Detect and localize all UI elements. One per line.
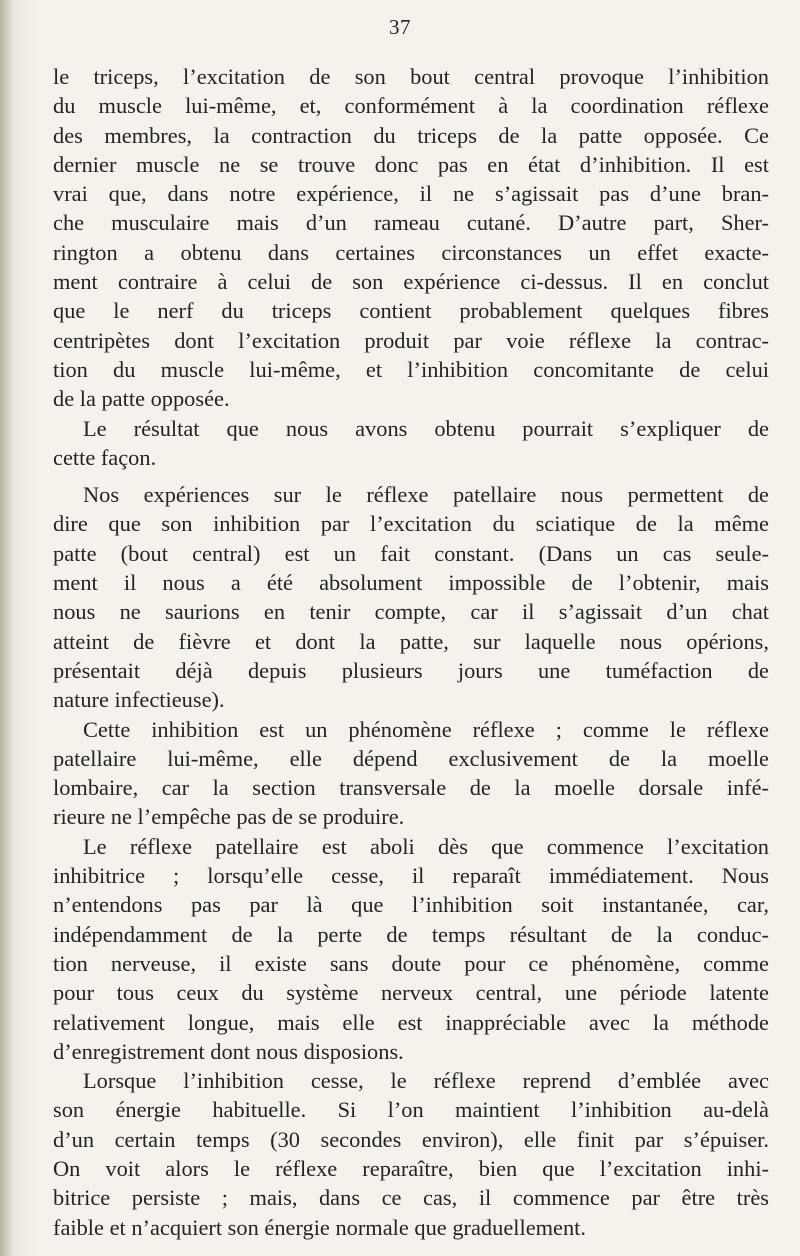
text-line: que le nerf du triceps contient probablement quelques fibres [53, 298, 769, 324]
page-number: 37 [389, 15, 411, 39]
text-line: Cette inhibition est un phénomène réflexe ; comme le réflexe [83, 716, 769, 742]
text-line: de la patte opposée. [53, 386, 230, 412]
text-line: rieure ne l’empêche pas de se produire. [53, 804, 405, 830]
text-line: relativement longue, mais elle est inappréciable avec la méthode [53, 1009, 769, 1035]
text-line: inhibitrice ; lorsqu’elle cesse, il reparaît immédiatement. Nous [53, 863, 769, 889]
text-line: nature infectieuse). [53, 687, 225, 713]
text-line: d’un certain temps (30 secondes environ), elle finit par s’épuiser. [53, 1126, 769, 1152]
text-line: ment il nous a été absolument impossible de l’obtenir, mais [53, 570, 769, 596]
text-line: lombaire, car la section transversale de la moelle dorsale infé- [53, 775, 769, 801]
binding-shadow [0, 0, 14, 1256]
text-line: rington a obtenu dans certaines circonstances un effet exacte- [53, 239, 769, 265]
text-line: tion du muscle lui-même, et l’inhibition concomitante de celui [53, 356, 769, 382]
paragraph [53, 62, 769, 414]
text-line: indépendamment de la perte de temps résultant de la conduc- [53, 921, 769, 947]
text-line: faible et n’acquiert son énergie normale que graduellement. [53, 1214, 587, 1240]
text-line: atteint de fièvre et dont la patte, sur laquelle nous opérions, [53, 628, 769, 654]
paragraph-gap [53, 472, 769, 480]
text-line: le triceps, l’excitation de son bout central provoque l’inhibition [53, 64, 769, 89]
paragraph [53, 480, 769, 714]
text-line: ment contraire à celui de son expérience ci-dessus. Il en conclut [53, 269, 769, 295]
text-line: centripètes dont l’excitation produit par voie réflexe la contrac- [53, 327, 769, 353]
text-line: tion nerveuse, il existe sans doute pour ce phénomène, comme [53, 950, 769, 976]
text-line: bitrice persiste ; mais, dans ce cas, il commence par être très [53, 1185, 769, 1211]
paragraph [53, 1066, 769, 1242]
text-line: dire que son inhibition par l’excitation du sciatique de la même [53, 511, 769, 537]
paragraph [53, 832, 769, 1066]
text-line: son énergie habituelle. Si l’on maintient l’inhibition au-delà [53, 1097, 769, 1123]
text-line: du muscle lui-même, et, conformément à la coordination réflexe [53, 93, 769, 119]
text-line: pour tous ceux du système nerveux central, une période latente [53, 980, 769, 1006]
text-line: Le résultat que nous avons obtenu pourrait s’expliquer de [83, 415, 769, 441]
text-line: dernier muscle ne se trouve donc pas en état d’inhibition. Il est [53, 151, 769, 177]
text-line: cette façon. [53, 444, 157, 470]
text-line: patellaire lui-même, elle dépend exclusivement de la moelle [53, 745, 769, 771]
body-text [53, 62, 769, 1242]
text-line: On voit alors le réflexe reparaître, bien que l’excitation inhi- [53, 1155, 769, 1181]
paragraph [53, 414, 769, 473]
text-line: présentait déjà depuis plusieurs jours une tuméfaction de [53, 657, 769, 683]
text-line: Nos expériences sur le réflexe patellaire nous permettent de [83, 482, 769, 508]
text-line: Le réflexe patellaire est aboli dès que commence l’excitation [83, 833, 769, 859]
text-line: d’enregistrement dont nous disposions. [53, 1038, 404, 1064]
text-line: Lorsque l’inhibition cesse, le réflexe reprend d’emblée avec [83, 1068, 769, 1094]
text-line: che musculaire mais d’un rameau cutané. D’autre part, Sher- [53, 210, 769, 236]
text-line: patte (bout central) est un fait constant. (Dans un cas seule- [53, 540, 769, 566]
text-line: n’entendons pas par là que l’inhibition soit instantanée, car, [53, 892, 769, 918]
text-line: vrai que, dans notre expérience, il ne s’agissait pas d’une bran- [53, 181, 769, 207]
text-line: des membres, la contraction du triceps de la patte opposée. Ce [53, 122, 769, 148]
paragraph [53, 715, 769, 832]
text-line: nous ne saurions en tenir compte, car il s’agissait d’un chat [53, 599, 769, 625]
